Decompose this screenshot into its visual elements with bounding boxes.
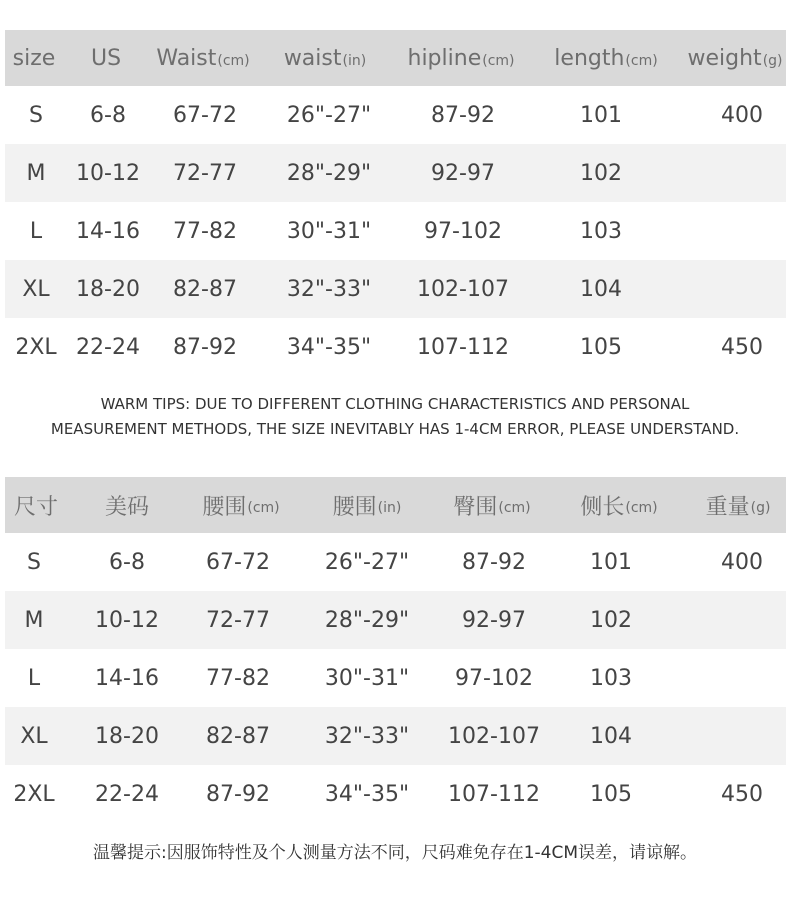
cell-length-cm: 102 bbox=[580, 160, 622, 186]
cell-size: L bbox=[29, 218, 43, 244]
table-row bbox=[5, 591, 786, 649]
cell-waist-cm: 77-82 bbox=[206, 665, 270, 691]
cell-size: 2XL bbox=[13, 781, 55, 807]
table-row bbox=[5, 144, 786, 202]
cell-length-cm: 105 bbox=[590, 781, 632, 807]
header-waist-in: waist (in) bbox=[283, 45, 367, 71]
cell-hipline-cm: 87-92 bbox=[431, 102, 495, 128]
cell-hipline-cm: 92-97 bbox=[462, 607, 526, 633]
cell-size: S bbox=[29, 102, 43, 128]
table-row bbox=[5, 318, 786, 376]
cell-length-cm: 104 bbox=[580, 276, 622, 302]
table-row bbox=[5, 86, 786, 144]
header-size: 尺寸 bbox=[13, 494, 59, 520]
table-row bbox=[5, 202, 786, 260]
cell-size: L bbox=[27, 665, 41, 691]
cell-us: 10-12 bbox=[95, 607, 159, 633]
cell-waist-in: 34"-35" bbox=[286, 334, 372, 360]
cell-waist-in: 32"-33" bbox=[324, 723, 410, 749]
cell-size: XL bbox=[20, 723, 48, 749]
cell-hipline-cm: 107-112 bbox=[448, 781, 540, 807]
cell-size: M bbox=[24, 607, 44, 633]
cell-size: S bbox=[27, 549, 41, 575]
cell-hipline-cm: 97-102 bbox=[455, 665, 533, 691]
cell-waist-cm: 87-92 bbox=[206, 781, 270, 807]
header-weight-g: 重量 (g) bbox=[705, 494, 771, 520]
cell-waist-in: 28"-29" bbox=[286, 160, 372, 186]
cell-length-cm: 102 bbox=[590, 607, 632, 633]
cell-us: 22-24 bbox=[95, 781, 159, 807]
cell-length-cm: 104 bbox=[590, 723, 632, 749]
cell-waist-in: 34"-35" bbox=[324, 781, 410, 807]
cell-waist-cm: 77-82 bbox=[173, 218, 237, 244]
table-header-row bbox=[5, 30, 786, 86]
cell-us: 18-20 bbox=[76, 276, 140, 302]
table-header-row bbox=[5, 477, 786, 533]
cell-waist-in: 26"-27" bbox=[286, 102, 372, 128]
warm-tips-chinese bbox=[0, 838, 790, 863]
header-us: US bbox=[90, 45, 122, 71]
cell-us: 22-24 bbox=[76, 334, 140, 360]
table-row bbox=[5, 649, 786, 707]
cell-hipline-cm: 107-112 bbox=[417, 334, 509, 360]
cell-waist-in: 30"-31" bbox=[324, 665, 410, 691]
cell-size: 2XL bbox=[15, 334, 57, 360]
table-row bbox=[5, 707, 786, 765]
cell-us: 14-16 bbox=[76, 218, 140, 244]
warm-tips-english bbox=[0, 392, 790, 442]
cell-weight-g: 400 bbox=[721, 549, 763, 575]
warm-tips-line-1: WARM TIPS: DUE TO DIFFERENT CLOTHING CHARACTERISTICS AND PERSONAL bbox=[100, 395, 690, 413]
cell-size: XL bbox=[22, 276, 50, 302]
cell-length-cm: 105 bbox=[580, 334, 622, 360]
header-waist-cm: Waist (cm) bbox=[156, 45, 250, 71]
warm-tips-line-2: MEASUREMENT METHODS, THE SIZE INEVITABLY HAS 1-4CM ERROR, PLEASE UNDERSTAND. bbox=[50, 420, 740, 438]
warm-tips-cn-line: 温馨提示:因服饰特性及个人测量方法不同，尺码难免存在1-4CM误差，请谅解。 bbox=[92, 843, 698, 863]
cell-length-cm: 103 bbox=[580, 218, 622, 244]
cell-waist-cm: 87-92 bbox=[173, 334, 237, 360]
cell-length-cm: 103 bbox=[590, 665, 632, 691]
cell-us: 6-8 bbox=[90, 102, 126, 128]
cell-us: 18-20 bbox=[95, 723, 159, 749]
header-size: size bbox=[12, 45, 56, 71]
cell-weight-g: 400 bbox=[721, 102, 763, 128]
cell-hipline-cm: 102-107 bbox=[448, 723, 540, 749]
size-table-english bbox=[5, 30, 786, 376]
cell-hipline-cm: 92-97 bbox=[431, 160, 495, 186]
table-row bbox=[5, 765, 786, 823]
header-length-cm: 侧长 (cm) bbox=[580, 494, 658, 520]
cell-waist-in: 30"-31" bbox=[286, 218, 372, 244]
cell-waist-cm: 72-77 bbox=[206, 607, 270, 633]
cell-waist-cm: 72-77 bbox=[173, 160, 237, 186]
table-row bbox=[5, 533, 786, 591]
cell-weight-g: 450 bbox=[721, 781, 763, 807]
cell-us: 14-16 bbox=[95, 665, 159, 691]
cell-size: M bbox=[26, 160, 46, 186]
header-weight-g: weight (g) bbox=[687, 45, 783, 71]
cell-hipline-cm: 87-92 bbox=[462, 549, 526, 575]
cell-waist-cm: 82-87 bbox=[173, 276, 237, 302]
header-waist-cm: 腰围 (cm) bbox=[202, 494, 280, 520]
cell-hipline-cm: 97-102 bbox=[424, 218, 502, 244]
cell-length-cm: 101 bbox=[580, 102, 622, 128]
cell-weight-g: 450 bbox=[721, 334, 763, 360]
header-waist-in: 腰围 (in) bbox=[332, 494, 402, 520]
cell-us: 6-8 bbox=[109, 549, 145, 575]
cell-waist-cm: 67-72 bbox=[206, 549, 270, 575]
cell-waist-cm: 67-72 bbox=[173, 102, 237, 128]
header-hipline-cm: 臀围 (cm) bbox=[453, 494, 531, 520]
cell-waist-in: 28"-29" bbox=[324, 607, 410, 633]
cell-waist-cm: 82-87 bbox=[206, 723, 270, 749]
table-row bbox=[5, 260, 786, 318]
size-table-chinese bbox=[5, 477, 786, 823]
header-length-cm: length (cm) bbox=[554, 45, 658, 71]
cell-us: 10-12 bbox=[76, 160, 140, 186]
cell-waist-in: 32"-33" bbox=[286, 276, 372, 302]
cell-length-cm: 101 bbox=[590, 549, 632, 575]
header-hipline-cm: hipline (cm) bbox=[407, 45, 515, 71]
header-us: 美码 bbox=[104, 494, 150, 520]
cell-hipline-cm: 102-107 bbox=[417, 276, 509, 302]
cell-waist-in: 26"-27" bbox=[324, 549, 410, 575]
